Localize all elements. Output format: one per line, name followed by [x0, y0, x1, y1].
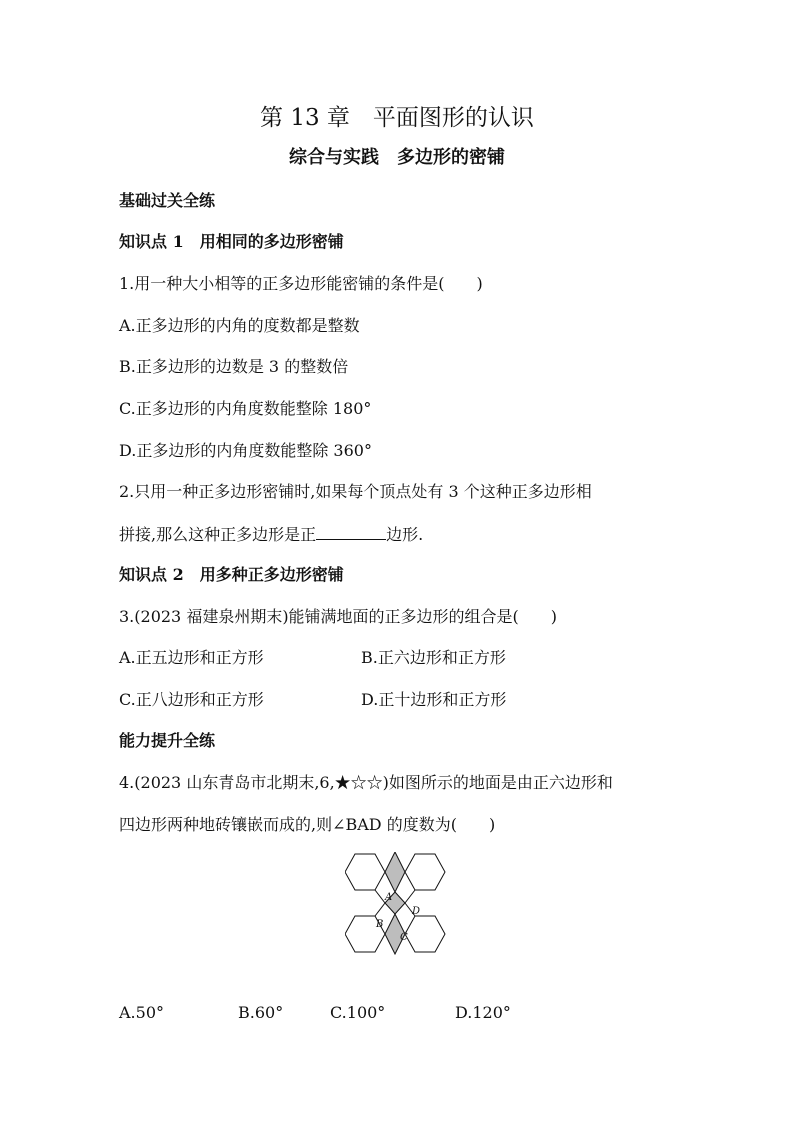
question-1-option-b: B.正多边形的边数是 3 的整数倍: [119, 357, 349, 376]
question-3-stem: 3.(2023 福建泉州期末)能铺满地面的正多边形的组合是( ): [119, 607, 558, 626]
question-4-option-a: A.50°: [119, 1003, 164, 1022]
question-4-option-c: C.100°: [330, 1003, 386, 1022]
answer-blank: [316, 524, 386, 540]
question-1-option-a: A.正多边形的内角的度数都是整数: [119, 316, 360, 335]
figure-label-c: C: [400, 932, 408, 943]
question-2-line-2: [119, 524, 423, 545]
question-3-option-d: D.正十边形和正方形: [361, 690, 507, 709]
section-heading-ability: 能力提升全练: [119, 731, 216, 750]
figure-label-a: A: [385, 892, 393, 903]
question-4-option-b: B.60°: [238, 1003, 284, 1022]
page-title: 第 13 章 平面图形的认识: [260, 105, 534, 131]
knowledge-point-1-heading: 知识点 1 用相同的多边形密铺: [119, 232, 344, 251]
center-left-edge-low: [375, 903, 385, 916]
question-3-option-c: C.正八边形和正方形: [119, 690, 264, 709]
center-right-edge: [405, 890, 415, 903]
question-1-stem: 1.用一种大小相等的正多边形能密铺的条件是( ): [119, 274, 483, 293]
question-1-option-d: D.正多边形的内角度数能整除 360°: [119, 441, 372, 460]
question-1-option-c: C.正多边形的内角度数能整除 180°: [119, 399, 372, 418]
hexagon-top-left: [345, 854, 385, 890]
question-2-text-before-blank: 拼接,那么这种正多边形是正: [119, 525, 317, 544]
figure-label-d: D: [412, 906, 421, 917]
question-3-option-a: A.正五边形和正方形: [119, 648, 264, 667]
rhombus-top: [385, 852, 405, 892]
hexagon-bottom-right: [405, 916, 445, 952]
question-2-text-after-blank: 边形.: [386, 525, 424, 544]
question-4-option-d: D.120°: [455, 1003, 511, 1022]
question-2-line-1: 2.只用一种正多边形密铺时,如果每个顶点处有 3 个这种正多边形相: [119, 482, 592, 501]
tiling-figure: [345, 852, 449, 984]
knowledge-point-2-heading: 知识点 2 用多种正多边形密铺: [119, 565, 344, 584]
center-left-edge: [375, 890, 385, 903]
section-heading-basic: 基础过关全练: [119, 191, 216, 210]
question-4-line-1: 4.(2023 山东青岛市北期末,6,★☆☆)如图所示的地面是由正六边形和: [119, 773, 613, 792]
page-subtitle: 综合与实践 多边形的密铺: [289, 147, 505, 168]
question-3-option-b: B.正六边形和正方形: [361, 648, 506, 667]
hexagon-top-right: [405, 854, 445, 890]
question-4-line-2: 四边形两种地砖镶嵌而成的,则∠BAD 的度数为( ): [119, 815, 496, 834]
figure-label-b: B: [376, 919, 384, 930]
